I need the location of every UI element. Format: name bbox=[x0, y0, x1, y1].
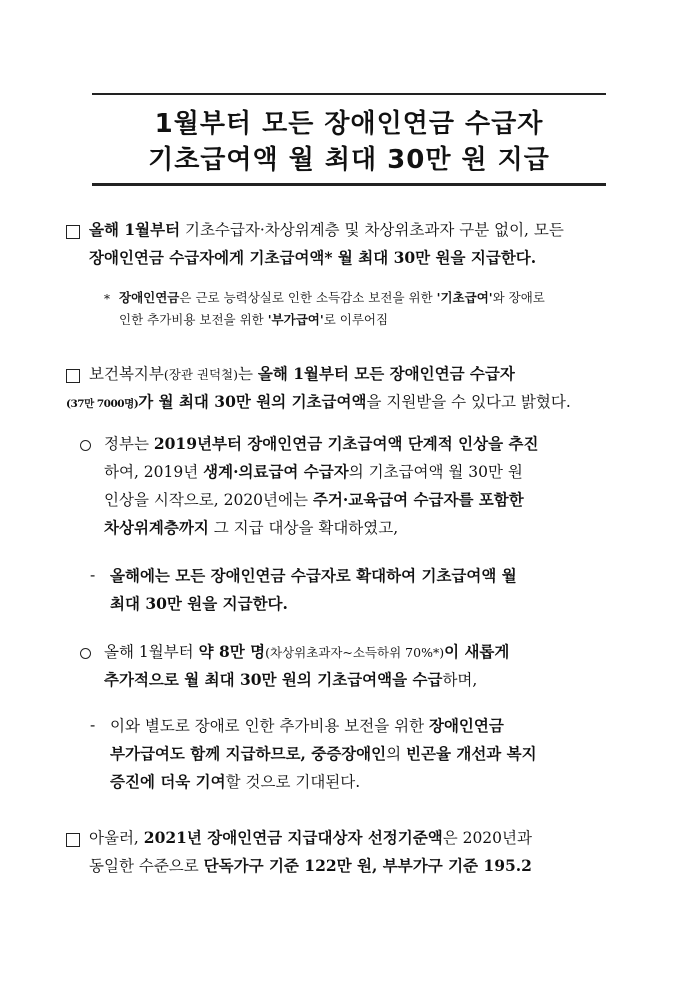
circle1-line4: 차상위계층까지 그 지급 대상을 확대하였고, bbox=[104, 518, 399, 537]
dash1-line2: 최대 30만 원을 지급한다. bbox=[110, 594, 288, 613]
section1-line1: 올해 1월부터 기초수급자·차상위계층 및 차상위초과자 구분 없이, 모든 bbox=[89, 220, 564, 239]
title-line-1: 1월부터 모든 장애인연금 수급자 bbox=[154, 109, 544, 139]
circle2-line1: 올해 1월부터 약 8만 명(차상위초과자~소득하위 70%*)이 새롭게 bbox=[104, 642, 510, 661]
dash-bullet: - bbox=[90, 716, 96, 734]
circle-bullet bbox=[80, 440, 91, 451]
footnote-line1: 장애인연금은 근로 능력상실로 인한 소득감소 보전을 위한 '기초급여'와 장애로 bbox=[119, 290, 545, 305]
square-bullet bbox=[66, 833, 80, 847]
title-box bbox=[92, 93, 606, 186]
section3-line1: 아울러, 2021년 장애인연금 지급대상자 선정기준액은 2020년과 bbox=[89, 828, 532, 847]
dash2-line1: 이와 별도로 장애로 인한 추가비용 보전을 위한 장애인연금 bbox=[110, 716, 504, 735]
circle1-line3: 인상을 시작으로, 2020년에는 주거·교육급여 수급자를 포함한 bbox=[104, 490, 524, 509]
section2-line1: 보건복지부(장관 권덕철)는 올해 1월부터 모든 장애인연금 수급자 bbox=[89, 364, 515, 383]
dash1-line1: 올해에는 모든 장애인연금 수급자로 확대하여 기초급여액 월 bbox=[110, 566, 517, 585]
section1-line2: 장애인연금 수급자에게 기초급여액* 월 최대 30만 원을 지급한다. bbox=[89, 248, 537, 267]
circle1-line2: 하여, 2019년 생계·의료급여 수급자의 기초급여액 월 30만 원 bbox=[104, 462, 523, 481]
section2-line2: (37만 7000명)가 월 최대 30만 원의 기초급여액을 지원받을 수 있다고 밝혔다. bbox=[66, 392, 571, 411]
dash-bullet: - bbox=[90, 566, 96, 584]
circle-bullet bbox=[80, 648, 91, 659]
section3-line2: 동일한 수준으로 단독가구 기준 122만 원, 부부가구 기준 195.2 bbox=[89, 856, 532, 875]
circle2-line2: 추가적으로 월 최대 30만 원의 기초급여액을 수급하며, bbox=[104, 670, 478, 689]
square-bullet bbox=[66, 225, 80, 239]
title-line-2: 기초급여액 월 최대 30만 원 지급 bbox=[148, 145, 550, 175]
circle1-line1: 정부는 2019년부터 장애인연금 기초급여액 단계적 인상을 추진 bbox=[104, 434, 539, 453]
dash2-line3: 증진에 더욱 기여할 것으로 기대된다. bbox=[110, 772, 361, 791]
dash2-line2: 부가급여도 함께 지급하므로, 중증장애인의 빈곤율 개선과 복지 bbox=[110, 744, 537, 763]
asterisk: * bbox=[104, 292, 110, 306]
square-bullet bbox=[66, 369, 80, 383]
footnote-line2: 인한 추가비용 보전을 위한 '부가급여'로 이루어짐 bbox=[119, 312, 389, 327]
